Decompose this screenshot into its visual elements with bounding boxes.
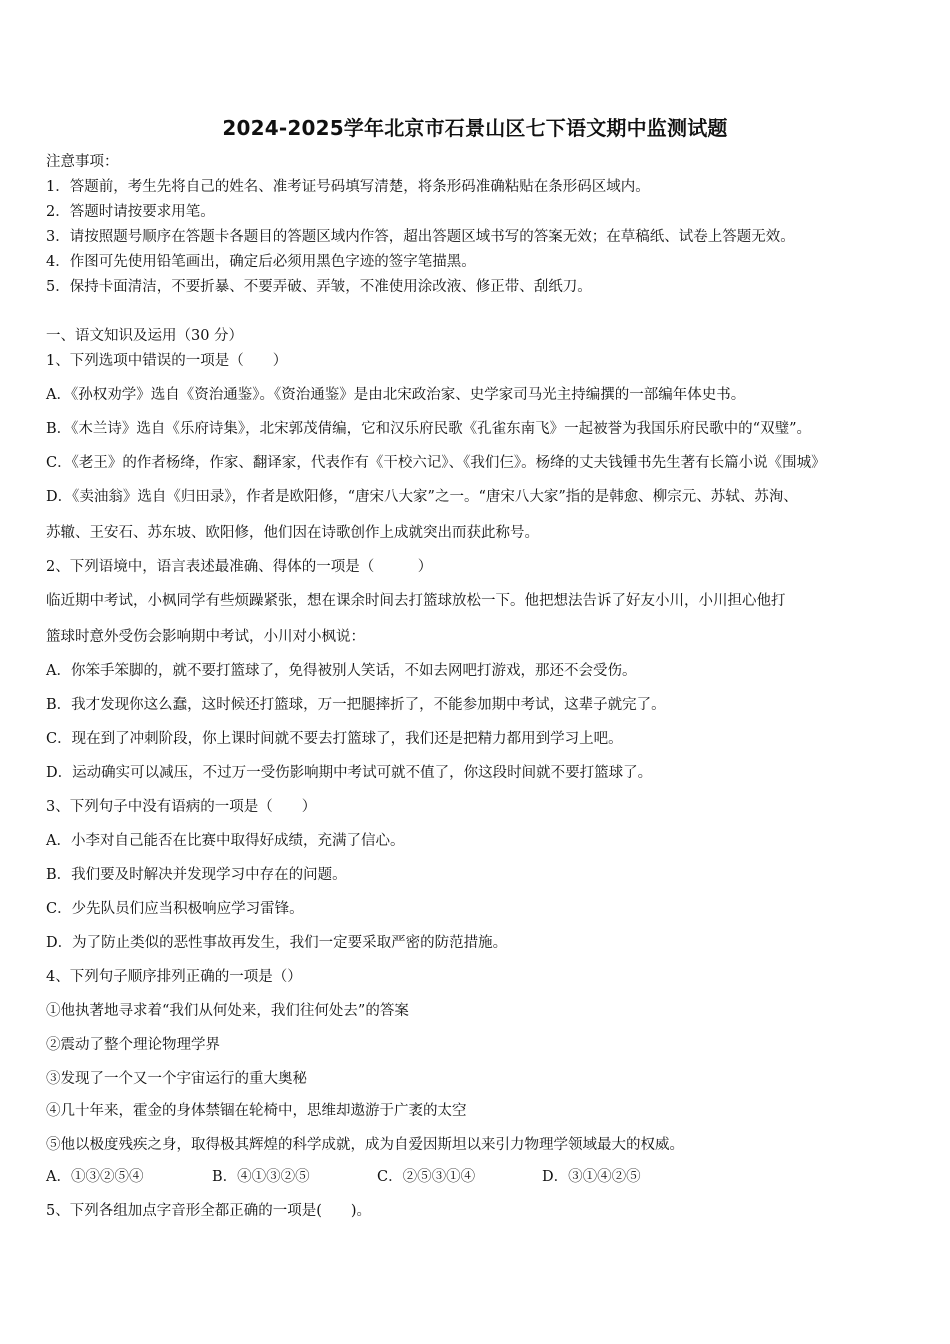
q2-context: 临近期中考试，小枫同学有些烦躁紧张，想在课余时间去打篮球放松一下。他把想法告诉了好友小川，小川担心他打 <box>46 593 786 609</box>
q4-sentence-1: ①他执著地寻求着“我们从何处来，我们往何处去”的答案 <box>46 1003 409 1019</box>
q2-stem: 2、下列语境中，语言表述最准确、得体的一项是（ ） <box>46 559 433 575</box>
q2-context-cont: 篮球时意外受伤会影响期中考试，小川对小枫说： <box>46 629 365 645</box>
q1-option-b: B．《木兰诗》选自《乐府诗集》，北宋郭茂倩编，它和汉乐府民歌《孔雀东南飞》一起被誉为我国乐府民歌中的“双璧”。 <box>46 421 811 437</box>
notice-item-4: 4．作图可先使用铅笔画出，确定后必须用黑色字迹的签字笔描黑。 <box>46 254 476 270</box>
notice-item-5: 5．保持卡面清洁，不要折暴、不要弄破、弄皱，不准使用涂改液、修正带、刮纸刀。 <box>46 279 592 295</box>
q2-option-b: B．我才发现你这么蠢，这时候还打篮球，万一把腿摔折了，不能参加期中考试，这辈子就完了。 <box>46 697 666 713</box>
q3-stem: 3、下列句子中没有语病的一项是（ ） <box>46 799 317 815</box>
section-heading: 一、语文知识及运用（30 分） <box>46 328 244 344</box>
q3-option-a: A．小李对自己能否在比赛中取得好成绩，充满了信心。 <box>46 833 405 849</box>
q1-option-a: A．《孙权劝学》选自《资治通鉴》。《资治通鉴》是由北宋政治家、史学家司马光主持编撰的一部编年体史书。 <box>46 387 746 403</box>
q4-stem: 4、下列句子顺序排列正确的一项是（） <box>46 969 302 985</box>
q4-option-b: B．④①③②⑤ <box>212 1169 310 1185</box>
q4-sentence-3: ③发现了一个又一个宇宙运行的重大奥秘 <box>46 1071 307 1087</box>
q2-option-a: A．你笨手笨脚的，就不要打篮球了，免得被别人笑话，不如去网吧打游戏，那还不会受伤。 <box>46 663 637 679</box>
notice-item-3: 3．请按照题号顺序在答题卡各题目的答题区域内作答，超出答题区域书写的答案无效；在草稿纸、试卷上答题无效。 <box>46 229 795 245</box>
page-title: 2024-2025学年北京市石景山区七下语文期中监测试题 <box>222 116 728 140</box>
q1-stem: 1、下列选项中错误的一项是（ ） <box>46 353 288 369</box>
q4-sentence-2: ②震动了整个理论物理学界 <box>46 1037 220 1053</box>
notice-heading: 注意事项： <box>46 154 119 170</box>
q4-option-a: A．①③②⑤④ <box>46 1169 144 1185</box>
q4-options <box>46 1167 641 1187</box>
notice-item-2: 2．答题时请按要求用笔。 <box>46 204 215 220</box>
q1-option-d-cont: 苏辙、王安石、苏东坡、欧阳修，他们因在诗歌创作上成就突出而获此称号。 <box>46 525 539 541</box>
q4-sentence-5: ⑤他以极度残疾之身，取得极其辉煌的科学成就，成为自爱因斯坦以来引力物理学领域最大的权威。 <box>46 1137 684 1153</box>
q1-option-d: D．《卖油翁》选自《归田录》，作者是欧阳修，“唐宋八大家”之一。“唐宋八大家”指的是韩愈、柳宗元、苏轼、苏洵、 <box>46 489 798 505</box>
q4-option-c: C．②⑤③①④ <box>377 1169 476 1185</box>
q2-option-d: D．运动确实可以减压，不过万一受伤影响期中考试可就不值了，你这段时间就不要打篮球了。 <box>46 765 653 781</box>
q2-option-c: C．现在到了冲刺阶段，你上课时间就不要去打篮球了，我们还是把精力都用到学习上吧。 <box>46 731 623 747</box>
q3-option-c: C．少先队员们应当积极响应学习雷锋。 <box>46 901 304 917</box>
q1-option-c: C．《老王》的作者杨绛，作家、翻译家，代表作有《干校六记》、《我们仨》。杨绛的丈夫钱锺书先生著有长篇小说《围城》 <box>46 455 826 471</box>
q3-option-d: D．为了防止类似的恶性事故再发生，我们一定要采取严密的防范措施。 <box>46 935 508 951</box>
notice-item-1: 1．答题前，考生先将自己的姓名、准考证号码填写清楚，将条形码准确粘贴在条形码区域内。 <box>46 179 650 195</box>
q5-stem: 5、下列各组加点字音形全都正确的一项是( )。 <box>46 1203 372 1219</box>
q3-option-b: B．我们要及时解决并发现学习中存在的问题。 <box>46 867 347 883</box>
q4-option-d: D．③①④②⑤ <box>542 1169 641 1185</box>
q4-sentence-4: ④几十年来，霍金的身体禁锢在轮椅中，思维却遨游于广袤的太空 <box>46 1103 467 1119</box>
